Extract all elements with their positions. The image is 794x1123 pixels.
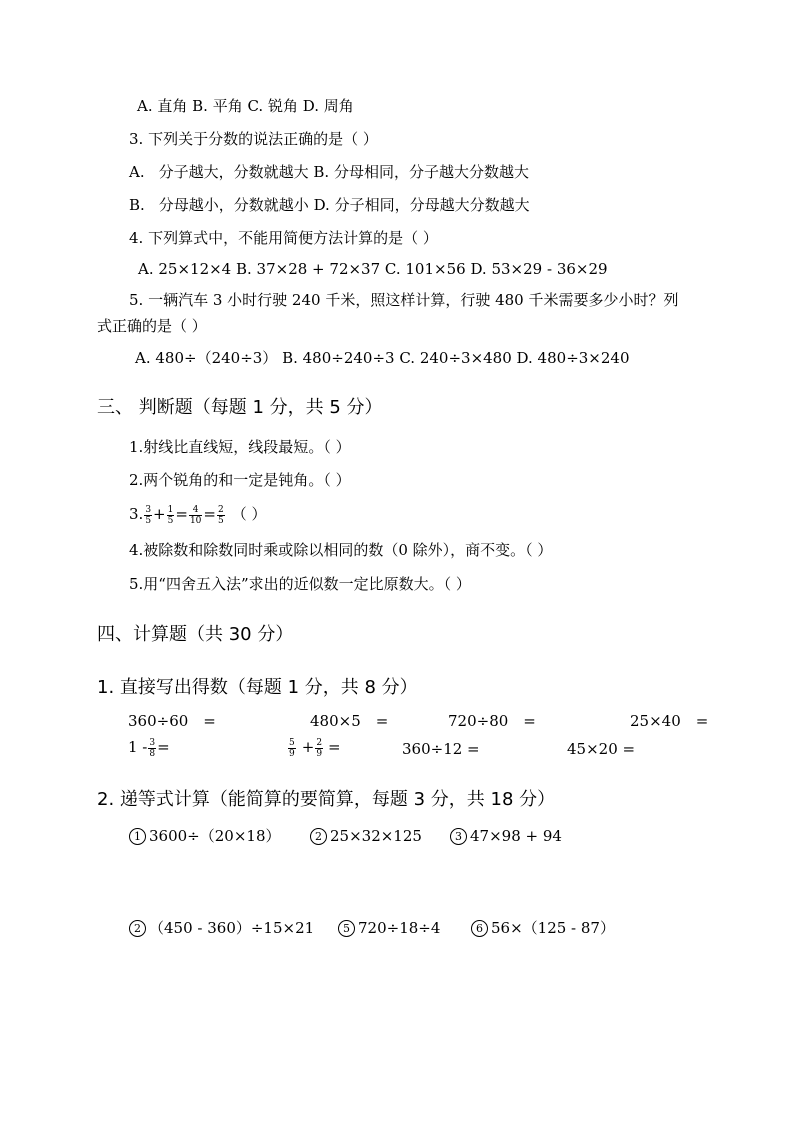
stepwise-problem-3: 3 47×98 + 94 bbox=[450, 826, 562, 846]
oral-r1c1: 360÷60 = bbox=[128, 712, 216, 730]
oral-r2c3: 360÷12 = bbox=[402, 740, 480, 758]
section4-title: 四、计算题（共 30 分） bbox=[97, 624, 294, 645]
q4-options: A. 25×12×4 B. 37×28 + 72×37 C. 101×56 D. 53×29 - 36×29 bbox=[138, 260, 608, 278]
tf-item-1: 1.射线比直线短，线段最短。（ ） bbox=[129, 438, 351, 456]
q4-stem: 4. 下列算式中，不能用简便方法计算的是（ ） bbox=[129, 229, 438, 247]
q3-option-a-text: 分子越大，分数就越大 B. 分母相同，分子越大分数越大 bbox=[158, 163, 529, 181]
circled-number: 1 bbox=[129, 828, 146, 845]
circled-number: 6 bbox=[471, 920, 488, 937]
oral-r1c2: 480×5 = bbox=[310, 712, 389, 730]
q3-option-b-letter: B. bbox=[129, 196, 145, 214]
stepwise-problem-2: 2 25×32×125 bbox=[310, 826, 422, 846]
fraction: $\frac{4}{10}$ bbox=[189, 504, 202, 526]
equals-sign: = bbox=[203, 505, 216, 523]
fraction: $\frac{1}{5}$ bbox=[167, 504, 174, 526]
tf-item-3-suffix: （ ） bbox=[231, 505, 267, 523]
stepwise-problem-4: 2 （450 - 360）÷15×21 bbox=[129, 918, 314, 938]
stepwise-problem-1: 1 3600÷（20×18） bbox=[129, 826, 281, 846]
q3-option-b-text: 分母越小，分数就越小 D. 分子相同，分母越大分数越大 bbox=[158, 196, 530, 214]
fraction: $\frac{3}{8}$ bbox=[149, 737, 156, 759]
circled-number: 5 bbox=[338, 920, 355, 937]
fraction: $\frac{2}{5}$ bbox=[217, 504, 224, 526]
sub2-title: 2. 递等式计算（能简算的要简算，每题 3 分，共 18 分） bbox=[97, 789, 556, 810]
plus-sign: + bbox=[153, 505, 166, 523]
equals-sign: = bbox=[175, 505, 188, 523]
q3-option-a-letter: A. bbox=[129, 163, 145, 181]
tf-item-4: 4.被除数和除数同时乘或除以相同的数（0 除外），商不变。（ ） bbox=[129, 541, 553, 559]
fraction: $\frac{5}{9}$ bbox=[289, 737, 295, 759]
q2-options: A. 直角 B. 平角 C. 锐角 D. 周角 bbox=[137, 97, 354, 115]
oral-r2c2: $\frac{5}{9}$ + $\frac{2}{9}$ = bbox=[289, 737, 341, 759]
fraction: $\frac{2}{9}$ bbox=[316, 737, 323, 759]
stepwise-problem-6: 6 56×（125 - 87） bbox=[471, 918, 615, 938]
oral-r1c3: 720÷80 = bbox=[448, 712, 536, 730]
stepwise-problem-5: 5 720÷18÷4 bbox=[338, 918, 440, 938]
tf-item-5: 5.用“四舍五入法”求出的近似数一定比原数大。（ ） bbox=[129, 575, 471, 593]
tf-item-2: 2.两个锐角的和一定是钝角。（ ） bbox=[129, 471, 351, 489]
q5-stem-line1: 5. 一辆汽车 3 小时行驶 240 千米，照这样计算，行驶 480 千米需要多少小时？列 bbox=[129, 291, 679, 309]
section3-title: 三、 判断题（每题 1 分，共 5 分） bbox=[97, 397, 383, 418]
q3-stem: 3. 下列关于分数的说法正确的是（ ） bbox=[129, 130, 378, 148]
q5-options: A. 480÷（240÷3） B. 480÷240÷3 C. 240÷3×480 D. 480÷3×240 bbox=[135, 349, 630, 367]
q3-option-b bbox=[129, 195, 530, 215]
tf-item-3-prefix: 3. bbox=[129, 505, 144, 523]
circled-number: 2 bbox=[129, 920, 146, 937]
sub1-title: 1. 直接写出得数（每题 1 分，共 8 分） bbox=[97, 677, 418, 698]
tf-item-3 bbox=[129, 504, 266, 526]
fraction: $\frac{3}{5}$ bbox=[145, 504, 152, 526]
oral-r2c4: 45×20 = bbox=[567, 740, 636, 758]
circled-number: 2 bbox=[310, 828, 327, 845]
q3-option-a bbox=[129, 162, 529, 182]
oral-r2c1: 1 - $\frac{3}{8}$ = bbox=[128, 737, 170, 759]
q5-stem-line2: 式正确的是（ ） bbox=[97, 317, 207, 335]
oral-r1c4: 25×40 = bbox=[630, 712, 709, 730]
circled-number: 3 bbox=[450, 828, 467, 845]
